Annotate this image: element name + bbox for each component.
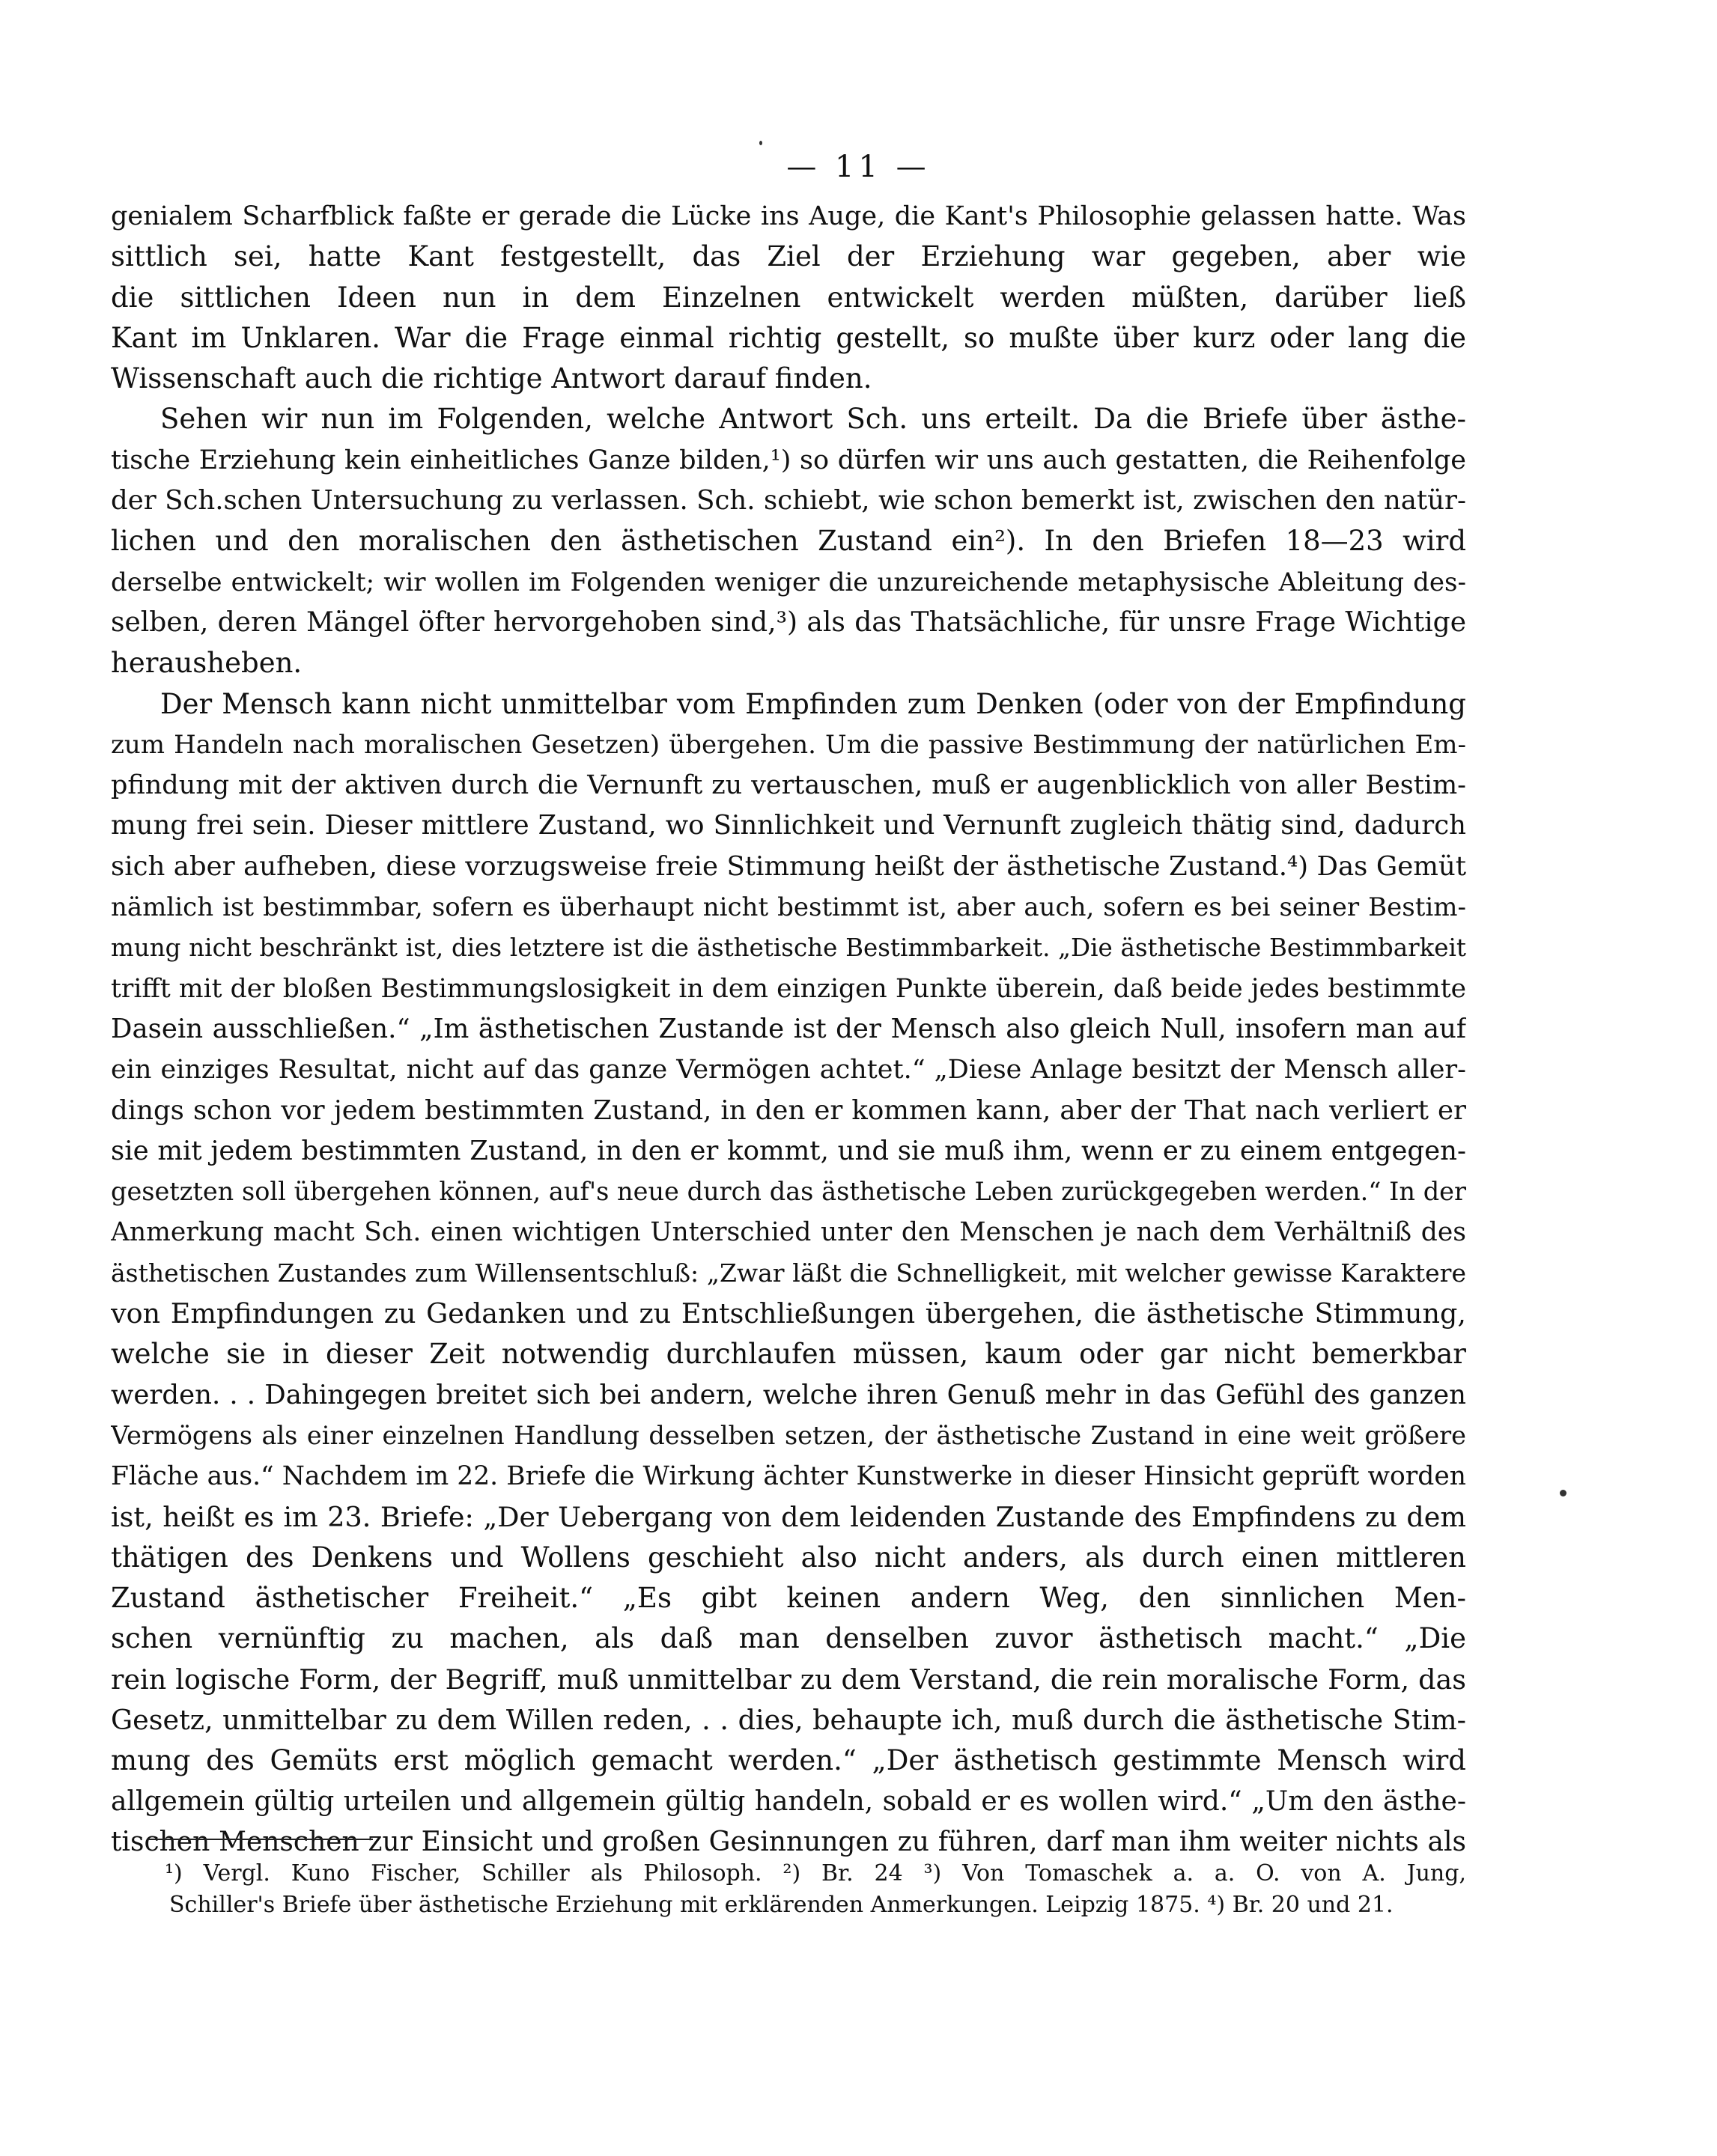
text-line: Wissenschaft auch die richtige Antwort darauf finden. xyxy=(111,362,872,395)
text-line: dings schon vor jedem bestimmten Zustand, in den er kommen kann, aber der That nach verliert er xyxy=(111,1094,1466,1126)
text-line: der Sch.schen Untersuchung zu verlassen. Sch. schiebt, wie schon bemerkt ist, zwischen den natür- xyxy=(111,485,1466,517)
footnote-line: ¹) Vergl. Kuno Fischer, Schiller als Philosoph. ²) Br. 24 ³) Von Tomaschek a. a. O. von A. Jung, xyxy=(165,1860,1466,1886)
text-line: Dasein ausschließen.“ „Im ästhetischen Zustande ist der Mensch also gleich Null, insofern man auf xyxy=(111,1013,1466,1044)
text-line: ästhetischen Zustandes zum Willensentschluß: „Zwar läßt die Schnelligkeit, mit welcher gewisse Karaktere xyxy=(111,1258,1466,1288)
footnote-divider xyxy=(148,1839,373,1840)
text-line: tischen Menschen zur Einsicht und großen Gesinnungen zu führen, darf man ihm weiter nichts als xyxy=(111,1826,1466,1857)
text-line: rein logische Form, der Begriff, muß unmittelbar zu dem Verstand, die rein moralische Form, das xyxy=(111,1663,1466,1696)
text-line: von Empfindungen zu Gedanken und zu Entschließungen übergehen, die ästhetische Stimmung, xyxy=(111,1297,1466,1330)
text-line: schen vernünftig zu machen, als daß man denselben zuvor ästhetisch macht.“ „Die xyxy=(111,1622,1466,1655)
text-line: sie mit jedem bestimmten Zustand, in den er kommt, und sie muß ihm, wenn er zu einem entgegen- xyxy=(111,1135,1466,1166)
text-line: Fläche aus.“ Nachdem im 22. Briefe die Wirkung ächter Kunstwerke in dieser Hinsicht geprüft worden xyxy=(111,1461,1466,1492)
text-line: welche sie in dieser Zeit notwendig durchlaufen müssen, kaum oder gar nicht bemerkbar xyxy=(111,1338,1466,1371)
text-line: ein einziges Resultat, nicht auf das ganze Vermögen achtet.“ „Diese Anlage besitzt der Mensch aller- xyxy=(111,1055,1466,1085)
text-line: derselbe entwickelt; wir wollen im Folgenden weniger die unzureichende metaphysische Ableitung des- xyxy=(111,567,1466,597)
text-line: allgemein gültig urteilen und allgemein gültig handeln, sobald er es wollen wird.“ „Um den ästhe- xyxy=(111,1785,1466,1817)
ink-speck xyxy=(1560,1490,1566,1496)
text-line: herausheben. xyxy=(111,647,303,680)
text-line: Sehen wir nun im Folgenden, welche Antwort Sch. uns erteilt. Da die Briefe über ästhe- xyxy=(160,403,1466,436)
text-line: selben, deren Mängel öfter hervorgehoben sind,³) als das Thatsächliche, für unsre Frage Wichtige xyxy=(111,606,1466,638)
text-line: lichen und den moralischen den ästhetischen Zustand ein²). In den Briefen 18—23 wird xyxy=(111,525,1466,558)
text-line: werden. . . Dahingegen breitet sich bei andern, welche ihren Genuß mehr in das Gefühl des ganzen xyxy=(111,1379,1466,1410)
ink-speck xyxy=(759,141,762,145)
text-line: Kant im Unklaren. War die Frage einmal richtig gestellt, so mußte über kurz oder lang die xyxy=(111,321,1466,354)
text-line: zum Handeln nach moralischen Gesetzen) übergehen. Um die passive Bestimmung der natürlichen Em- xyxy=(111,729,1466,760)
text-line: sich aber aufheben, diese vorzugsweise freie Stimmung heißt der ästhetische Zustand.⁴) Das Gemüt xyxy=(111,850,1466,882)
text-line: Zustand ästhetischer Freiheit.“ „Es gibt keinen andern Weg, den sinnlichen Men- xyxy=(111,1582,1466,1615)
text-line: pfindung mit der aktiven durch die Vernunft zu vertauschen, muß er augenblicklich von aller Bestim- xyxy=(111,770,1466,801)
text-line: nämlich ist bestimmbar, sofern es überhaupt nicht bestimmt ist, aber auch, sofern es bei seiner Bestim- xyxy=(111,892,1466,923)
text-line: thätigen des Denkens und Wollens geschieht also nicht anders, als durch einen mittleren xyxy=(111,1541,1466,1574)
text-line: trifft mit der bloßen Bestimmungslosigkeit in dem einzigen Punkte überein, daß beide jedes bestimmte xyxy=(111,973,1466,1004)
text-line: genialem Scharfblick faßte er gerade die Lücke ins Auge, die Kant's Philosophie gelassen hatte. Was xyxy=(111,201,1466,231)
text-line: mung nicht beschränkt ist, dies letztere ist die ästhetische Bestimmbarkeit. „Die ästhetische Bestimmbarkeit xyxy=(111,934,1466,963)
footnote-line: Schiller's Briefe über ästhetische Erziehung mit erklärenden Anmerkungen. Leipzig 1875. ⁴) Br. 20 und 21. xyxy=(169,1892,1394,1918)
page-number: — 11 — xyxy=(786,150,931,184)
text-line: mung frei sein. Dieser mittlere Zustand, wo Sinnlichkeit und Vernunft zugleich thätig sind, dadurch xyxy=(111,810,1466,841)
text-line: tische Erziehung kein einheitliches Ganze bilden,¹) so dürfen wir uns auch gestatten, die Reihenfolge xyxy=(111,445,1466,475)
text-line: die sittlichen Ideen nun in dem Einzelnen entwickelt werden müßten, darüber ließ xyxy=(111,281,1466,314)
text-line: mung des Gemüts erst möglich gemacht werden.“ „Der ästhetisch gestimmte Mensch wird xyxy=(111,1744,1466,1777)
text-line: gesetzten soll übergehen können, auf's neue durch das ästhetische Leben zurückgegeben werden.“ In der xyxy=(111,1177,1466,1207)
text-line: Anmerkung macht Sch. einen wichtigen Unterschied unter den Menschen je nach dem Verhältniß des xyxy=(111,1217,1466,1248)
body-text xyxy=(111,196,1466,1903)
text-line: ist, heißt es im 23. Briefe: „Der Uebergang von dem leidenden Zustande des Empfindens zu dem xyxy=(111,1500,1466,1533)
text-line: Der Mensch kann nicht unmittelbar vom Empfinden zum Denken (oder von der Empfindung xyxy=(160,687,1466,720)
text-line: sittlich sei, hatte Kant festgestellt, das Ziel der Erziehung war gegeben, aber wie xyxy=(111,240,1466,273)
text-line: Gesetz, unmittelbar zu dem Willen reden, . . dies, behaupte ich, muß durch die ästhetische Stim- xyxy=(111,1703,1466,1736)
text-line: Vermögens als einer einzelnen Handlung desselben setzen, der ästhetische Zustand in eine weit größere xyxy=(111,1420,1466,1450)
footnotes xyxy=(165,1858,1466,1921)
